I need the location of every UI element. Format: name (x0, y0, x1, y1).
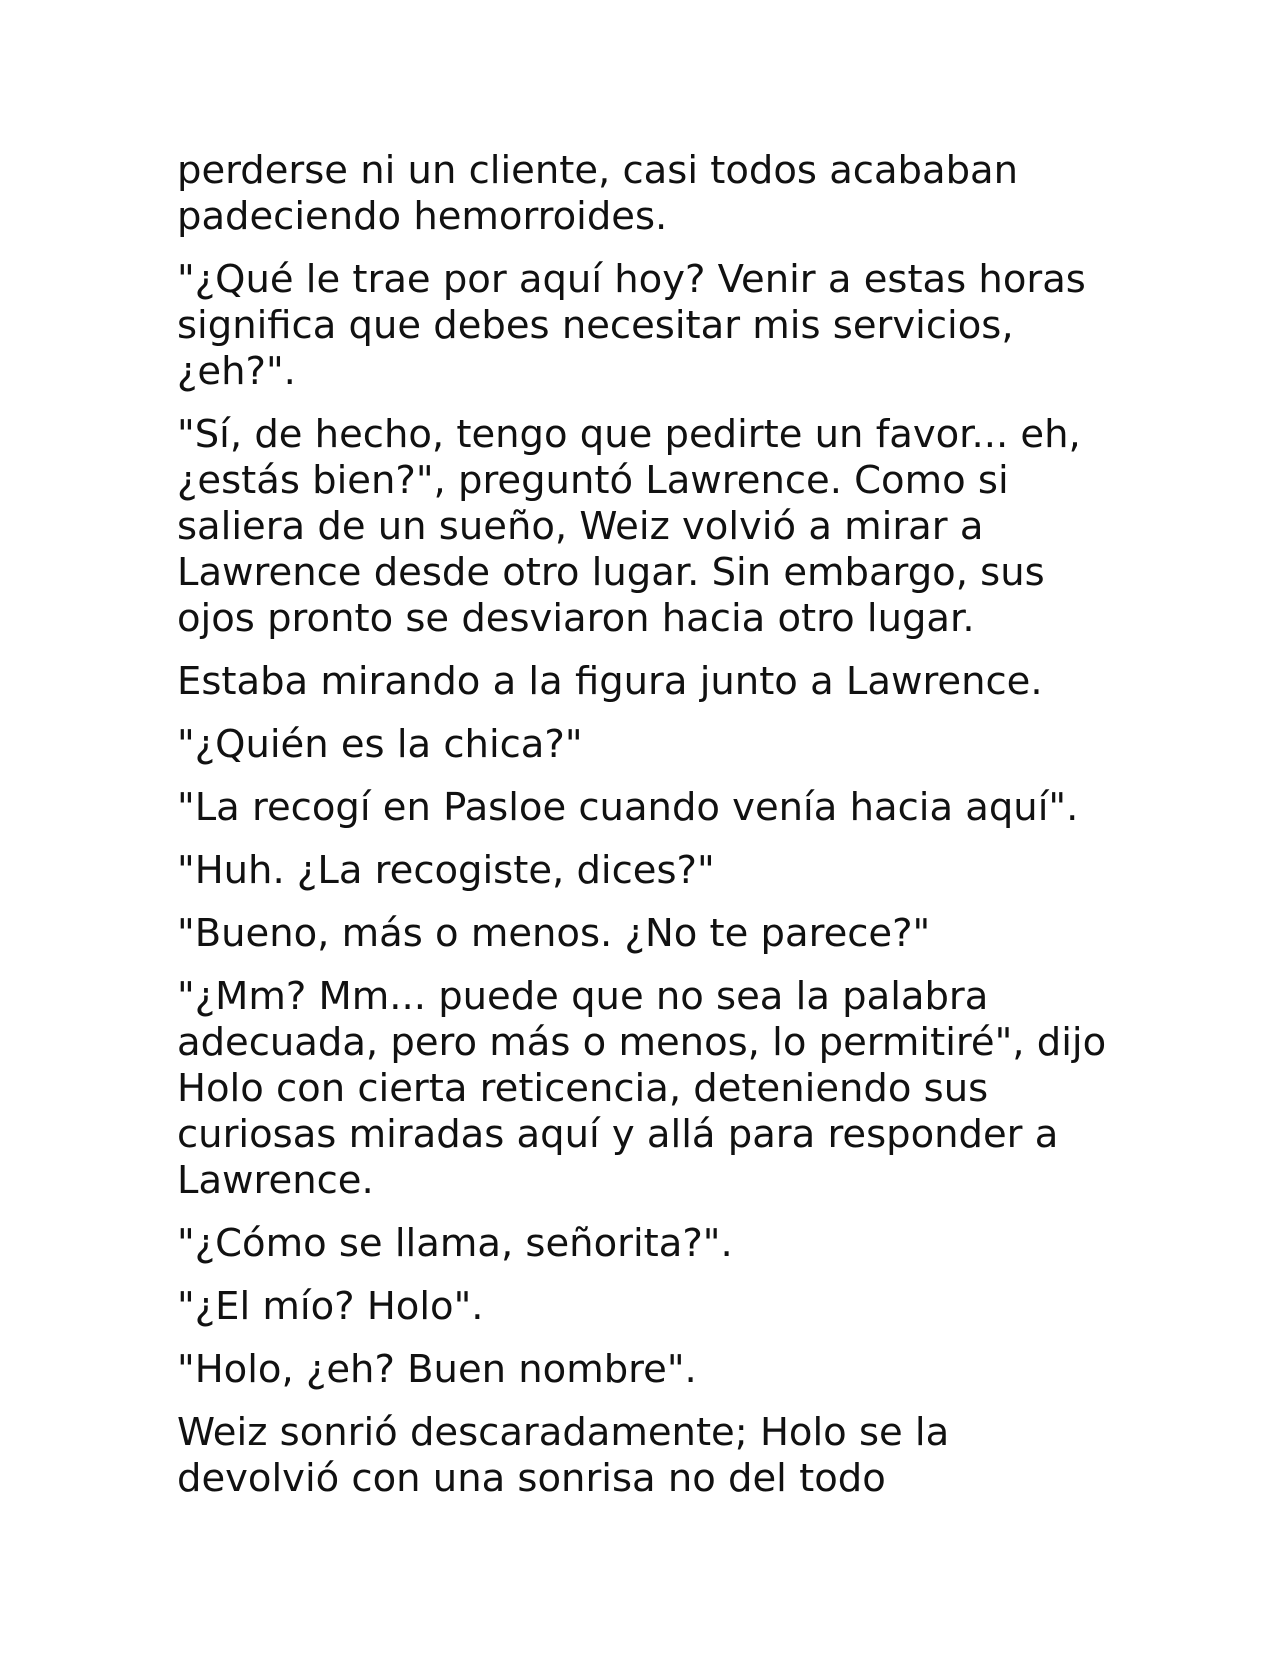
paragraph (177, 1410, 1107, 1502)
text-line: "Bueno, más o menos. ¿No te parece?" (177, 911, 931, 956)
paragraph (177, 785, 1107, 831)
text-line: adecuada, pero más o menos, lo permitiré", dijo (177, 1020, 1107, 1065)
text-line: Estaba mirando a la figura junto a Lawrence. (177, 659, 1043, 704)
text-line: saliera de un sueño, Weiz volvió a mirar a (177, 504, 984, 549)
text-line: "Holo, ¿eh? Buen nombre". (177, 1347, 697, 1392)
text-line: ¿estás bien?", preguntó Lawrence. Como si (177, 458, 1009, 503)
text-line: "¿Cómo se llama, señorita?". (177, 1221, 733, 1266)
text-line: "¿Quién es la chica?" (177, 722, 583, 767)
paragraph (177, 848, 1107, 894)
text-line: "¿El mío? Holo". (177, 1284, 484, 1329)
paragraph (177, 148, 1107, 240)
text-line: significa que debes necesitar mis servicios, (177, 303, 1014, 348)
paragraph (177, 659, 1107, 705)
paragraph (177, 1284, 1107, 1330)
paragraph (177, 257, 1107, 395)
text-line: "Huh. ¿La recogiste, dices?" (177, 848, 715, 893)
text-line: devolvió con una sonrisa no del todo (177, 1456, 886, 1501)
text-line: ojos pronto se desviaron hacia otro lugar. (177, 596, 975, 641)
paragraph (177, 412, 1107, 642)
paragraph (177, 911, 1107, 957)
text-line: Lawrence desde otro lugar. Sin embargo, sus (177, 550, 1045, 595)
paragraph (177, 1347, 1107, 1393)
paragraph (177, 722, 1107, 768)
paragraph (177, 974, 1107, 1204)
book-page (177, 148, 1107, 1519)
text-line: perderse ni un cliente, casi todos acababan (177, 148, 1019, 193)
paragraph (177, 1221, 1107, 1267)
text-line: Weiz sonrió descaradamente; Holo se la (177, 1410, 950, 1455)
text-line: "¿Qué le trae por aquí hoy? Venir a estas horas (177, 257, 1086, 302)
text-line: padeciendo hemorroides. (177, 194, 668, 239)
text-line: Lawrence. (177, 1158, 374, 1203)
text-line: Holo con cierta reticencia, deteniendo sus (177, 1066, 989, 1111)
text-line: "¿Mm? Mm... puede que no sea la palabra (177, 974, 989, 1019)
text-line: ¿eh?". (177, 349, 296, 394)
text-line: curiosas miradas aquí y allá para responder a (177, 1112, 1059, 1157)
text-line: "Sí, de hecho, tengo que pedirte un favor... eh, (177, 412, 1081, 457)
text-line: "La recogí en Pasloe cuando venía hacia aquí". (177, 785, 1079, 830)
